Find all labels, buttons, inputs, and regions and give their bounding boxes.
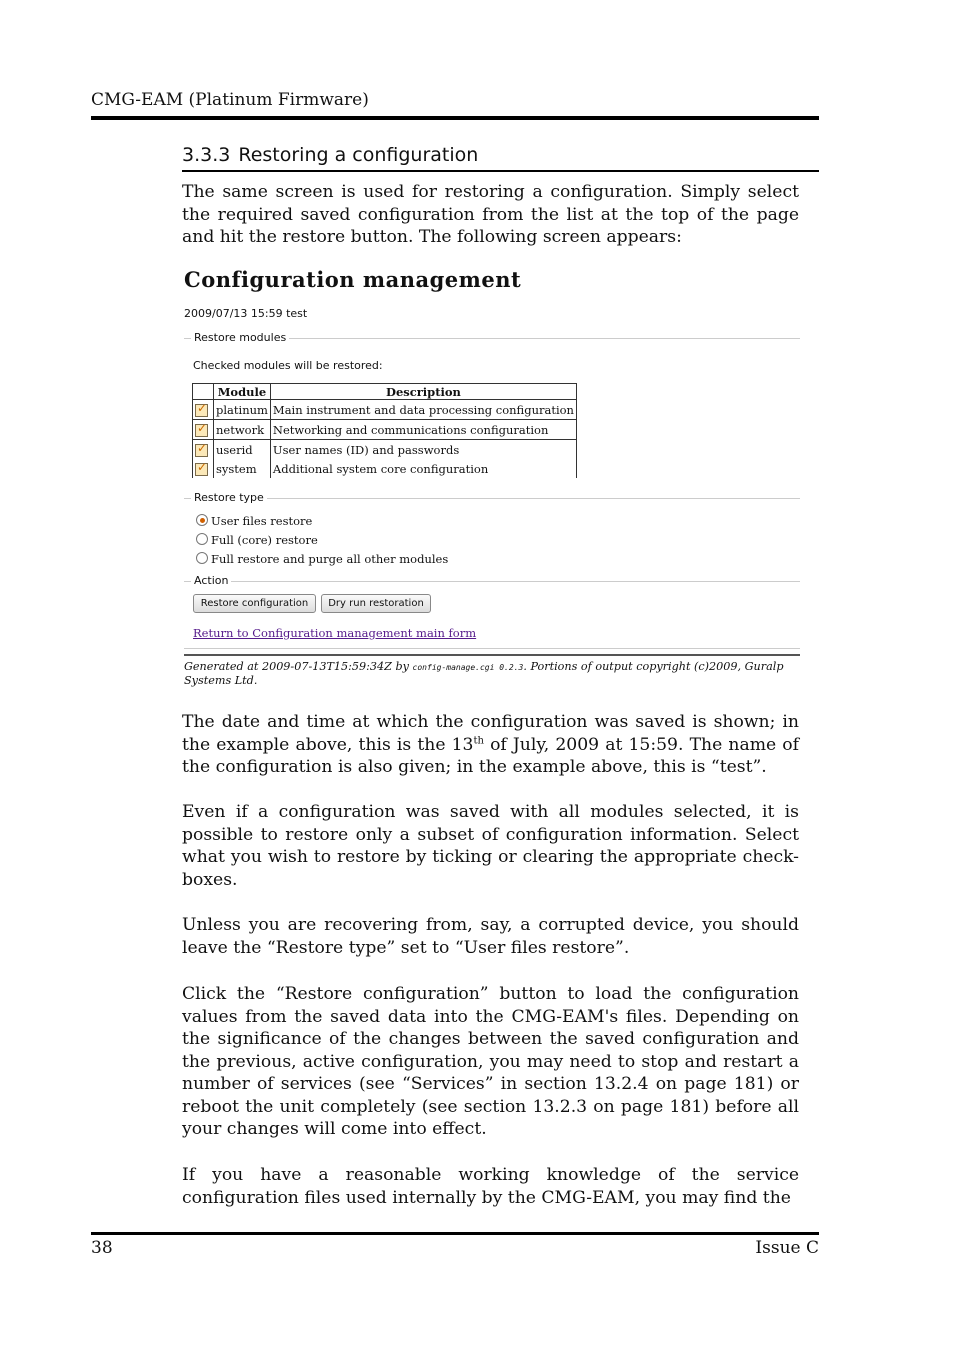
- action-legend: Action: [191, 574, 231, 587]
- header-rule: [91, 116, 819, 120]
- restore-type-label: Full (core) restore: [211, 533, 318, 547]
- module-checkbox-system[interactable]: [193, 459, 214, 478]
- running-header: CMG-EAM (Platinum Firmware): [91, 90, 369, 110]
- module-description: Additional system core configuration: [270, 459, 576, 478]
- module-checkbox-network[interactable]: [193, 420, 214, 440]
- radio-selected-icon[interactable]: [196, 514, 208, 526]
- description-header: Description: [270, 384, 576, 400]
- restore-type-option-full-core[interactable]: [196, 533, 318, 547]
- screenshot-footer-rule: [184, 654, 800, 656]
- module-name: system: [214, 459, 271, 478]
- module-description: Main instrument and data processing configuration: [270, 400, 576, 420]
- return-to-main-form-link[interactable]: Return to Configuration management main form: [193, 626, 477, 640]
- table-row: [193, 400, 577, 420]
- paragraph-restore-button: Click the “Restore configuration” button to load the configuration values from the saved data into the CMG-EAM's files. Depending on the significance of the changes between the saved configuration and the previous, active configuration, you may need to stop and restart a number of services (see “Services” in section 13.2.4 on page 181) or reboot the unit completely (see section 13.2.3 on page 181) before all your changes will come into effect.: [182, 984, 799, 1139]
- restore-configuration-button[interactable]: Restore configuration: [193, 594, 316, 613]
- script-name: config-manage.cgi 0.2.3: [412, 663, 524, 672]
- paragraph-date-time: [182, 711, 799, 779]
- restore-type-border: [184, 498, 800, 499]
- checkbox-checked-icon[interactable]: [195, 424, 208, 437]
- section-heading: [182, 144, 478, 166]
- action-border: [184, 581, 800, 582]
- copyright-text: . Portions of output copyright (c)2009, Guralp Systems Ltd.: [184, 660, 784, 687]
- embedded-screenshot: [182, 262, 802, 692]
- module-header: Module: [214, 384, 271, 400]
- table-row: [193, 459, 577, 478]
- footer-rule: [91, 1232, 819, 1235]
- modules-table: [192, 383, 577, 478]
- paragraph-text: The date and time at which the configuration was saved is shown; in the example above, this is the 13: [182, 712, 799, 755]
- ordinal-suffix: th: [473, 734, 484, 746]
- issue-label: Issue C: [755, 1238, 819, 1258]
- module-description: User names (ID) and passwords: [270, 440, 576, 460]
- restore-modules-legend: Restore modules: [191, 331, 289, 344]
- checkbox-checked-icon[interactable]: [195, 444, 208, 457]
- restore-type-label: User files restore: [211, 514, 313, 528]
- module-name: platinum: [214, 400, 271, 420]
- checkbox-header: [193, 384, 214, 400]
- checkbox-checked-icon[interactable]: [195, 404, 208, 417]
- module-name: network: [214, 420, 271, 440]
- radio-unselected-icon[interactable]: [196, 552, 208, 564]
- restore-type-option-user-files[interactable]: [196, 514, 312, 528]
- section-title: Restoring a configuration: [238, 144, 479, 166]
- paragraph-knowledge: If you have a reasonable working knowledge of the service configuration files used internally by the CMG-EAM, you may find the: [182, 1165, 799, 1208]
- table-row: [193, 420, 577, 440]
- modules-table-header: [193, 384, 577, 400]
- module-description: Networking and communications configuration: [270, 420, 576, 440]
- generated-footer: [184, 660, 800, 687]
- section-number: 3.3.3: [182, 144, 231, 166]
- checked-modules-note: Checked modules will be restored:: [193, 359, 383, 372]
- intro-paragraph: The same screen is used for restoring a configuration. Simply select the required saved configuration from the list at the top of the page and hit the restore button. The following screen appears:: [182, 182, 799, 247]
- module-name: userid: [214, 440, 271, 460]
- form-bottom-border: [184, 648, 800, 649]
- radio-unselected-icon[interactable]: [196, 533, 208, 545]
- generated-text: Generated at 2009-07-13T15:59:34Z by: [184, 660, 413, 673]
- page-number: 38: [91, 1238, 113, 1258]
- dry-run-restoration-button[interactable]: Dry run restoration: [321, 594, 431, 613]
- saved-config-info: 2009/07/13 15:59 test: [184, 307, 308, 320]
- paragraph-subset: Even if a configuration was saved with all modules selected, it is possible to restore only a subset of configuration information. Select what you wish to restore by ticking or clearing the appropriate check-boxes.: [182, 802, 799, 890]
- table-row: [193, 440, 577, 460]
- restore-type-label: Full restore and purge all other modules: [211, 552, 449, 566]
- restore-type-legend: Restore type: [191, 491, 267, 504]
- module-checkbox-userid[interactable]: [193, 440, 214, 460]
- module-checkbox-platinum[interactable]: [193, 400, 214, 420]
- restore-type-option-full-purge[interactable]: [196, 552, 448, 566]
- config-management-title: Configuration management: [184, 267, 522, 292]
- paragraph-restore-type: Unless you are recovering from, say, a corrupted device, you should leave the “Restore type” set to “User files restore”.: [182, 915, 799, 958]
- checkbox-checked-icon[interactable]: [195, 463, 208, 476]
- paragraph-text: of July, 2009 at 15:59. The name of the configuration is also given; in the example above, this is “test”.: [182, 734, 799, 777]
- section-rule: [182, 170, 819, 172]
